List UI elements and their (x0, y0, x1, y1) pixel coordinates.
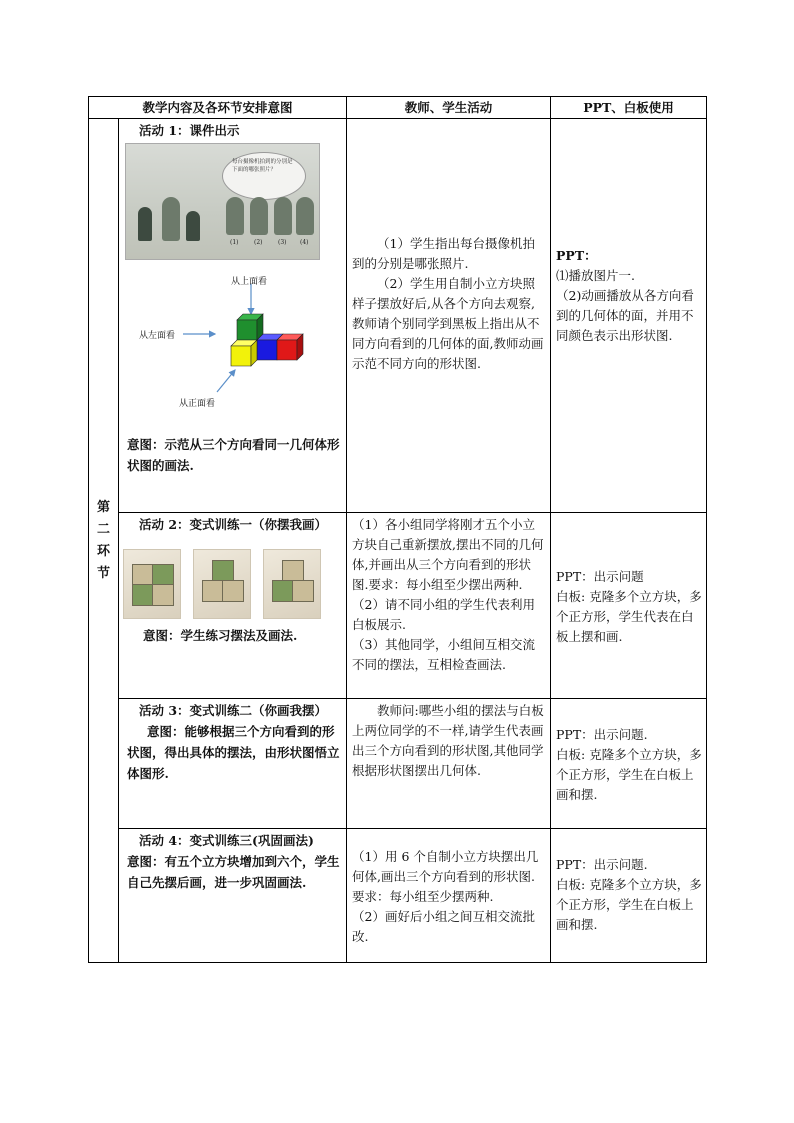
table-row-activity-4 (89, 829, 707, 963)
statue-photo (296, 197, 314, 235)
activity-2-ppt-cell (551, 513, 707, 699)
activity-1-ppt-cell (551, 119, 707, 513)
stage-label: 第二环节 (96, 499, 110, 581)
camera-photo (125, 143, 320, 260)
header-content: 教学内容及各环节安排意图 (89, 97, 347, 119)
statue-photo (250, 197, 268, 235)
header-ppt: PPT、白板使用 (551, 97, 707, 119)
cube-photos (123, 549, 346, 619)
red-cube (277, 334, 303, 360)
activity-1-cell (119, 119, 347, 513)
statue-photo (226, 197, 244, 235)
activity-4-intent: 意图：有五个立方块增加到六个，学生自己先摆后画，进一步巩固画法. (127, 854, 340, 890)
header-activities: 教师、学生活动 (347, 97, 551, 119)
activity-1-teacher-cell (347, 119, 551, 513)
activity-3-ppt-text: 白板: 克隆多个立方块，多个正方形，学生在白板上画和摆. (556, 747, 702, 802)
activity-3-cell (119, 699, 347, 829)
activity-2-teacher-cell (347, 513, 551, 699)
activity-2-title: 活动 2：变式训练一（你摆我画） (139, 517, 328, 532)
activity-4-teacher-text: （2）画好后小组之间互相交流批改. (352, 909, 535, 944)
cube-views-diagram (119, 268, 329, 408)
photo-caption: (3) (278, 239, 287, 246)
stage-cell (89, 119, 119, 963)
activity-2-cell (119, 513, 347, 699)
activity-1-teacher-text: （1）学生指出每台摄像机拍到的分别是哪张照片. (352, 236, 535, 271)
view-label-top: 从上面看 (231, 277, 268, 287)
activity-4-title: 活动 4：变式训练三(巩固画法) (139, 833, 314, 848)
activity-2-teacher-text: （1）各小组同学将刚才五个小立方块自己重新摆放,摆出不同的几何体,并画出从三个方向看到的形状图.要求：每小组至少摆出两种. (352, 517, 544, 592)
activity-1-ppt-label: PPT： (556, 248, 597, 263)
cube-photo (123, 549, 181, 619)
statue-photo (274, 197, 292, 235)
activity-1-teacher-text: （2）学生用自制小立方块照样子摆放好后,从各个方向去观察,教师请个别同学到黑板上指出从不同方向看到的几何体的面,教师动画示范不同方向的形状图. (352, 276, 544, 371)
activity-2-teacher-text: （3）其他同学，小组间互相交流不同的摆法，互相检查画法. (352, 637, 535, 672)
child-figure (186, 211, 200, 241)
activity-3-title: 活动 3：变式训练二（你画我摆） (139, 703, 328, 718)
activity-3-ppt-cell (551, 699, 707, 829)
activity-3-teacher-text: 教师问:哪些小组的摆法与白板上两位同学的不一样,请学生代表画出三个方向看到的形状图,其他同学根据形状图摆出几何体. (352, 703, 544, 778)
cube-svg (119, 268, 329, 408)
activity-3-teacher-cell (347, 699, 551, 829)
photo-caption: (2) (254, 239, 263, 246)
speech-bubble-text: 每台摄像机拍到的分别是下面的哪张照片？ (232, 159, 293, 173)
activity-1-intent: 意图：示范从三个方向看同一几何体形状图的画法. (127, 437, 340, 473)
activity-4-ppt-cell (551, 829, 707, 963)
activity-4-cell (119, 829, 347, 963)
activity-1-title: 活动 1：课件出示 (139, 123, 240, 138)
lesson-plan-table (88, 96, 707, 963)
activity-4-teacher-cell (347, 829, 551, 963)
green-cube (237, 314, 263, 340)
activity-2-intent: 意图：学生练习摆法及画法. (143, 628, 298, 643)
activity-1-ppt-text: （2)动画播放从各方向看到的几何体的面，并用不同颜色表示出形状图. (556, 288, 694, 343)
yellow-cube (231, 340, 257, 366)
arrow-front (217, 370, 235, 392)
activity-4-ppt-text: 白板: 克隆多个立方块，多个正方形，学生在白板上画和摆. (556, 877, 702, 932)
cube-photo (193, 549, 251, 619)
photo-caption: (4) (300, 239, 309, 246)
table-row-activity-2 (89, 513, 707, 699)
activity-2-teacher-text: （2）请不同小组的学生代表利用白板展示. (352, 597, 535, 632)
table-header-row (89, 97, 707, 119)
child-figure (138, 207, 152, 241)
activity-3-ppt-label: PPT：出示问题. (556, 727, 648, 742)
activity-2-ppt-label: PPT：出示问题 (556, 569, 644, 584)
activity-4-ppt-label: PPT：出示问题. (556, 857, 648, 872)
activity-2-ppt-text: 白板: 克隆多个立方块，多个正方形，学生代表在白板上摆和画. (556, 589, 702, 644)
activity-3-intent: 意图：能够根据三个方向看到的形状图，得出具体的摆法，由形状图悟立体图形. (127, 724, 340, 781)
table-row-activity-1 (89, 119, 707, 513)
cube-photo (263, 549, 321, 619)
statue-figure (162, 197, 180, 241)
view-label-front: 从正面看 (179, 399, 216, 409)
view-label-left: 从左面看 (139, 331, 176, 341)
table-row-activity-3 (89, 699, 707, 829)
activity-1-ppt-text: ⑴播放图片一. (556, 268, 635, 283)
photo-caption: (1) (230, 239, 239, 246)
activity-4-teacher-text: （1）用 6 个自制小立方块摆出几何体,画出三个方向看到的形状图.要求：每小组至少摆两种. (352, 849, 539, 904)
